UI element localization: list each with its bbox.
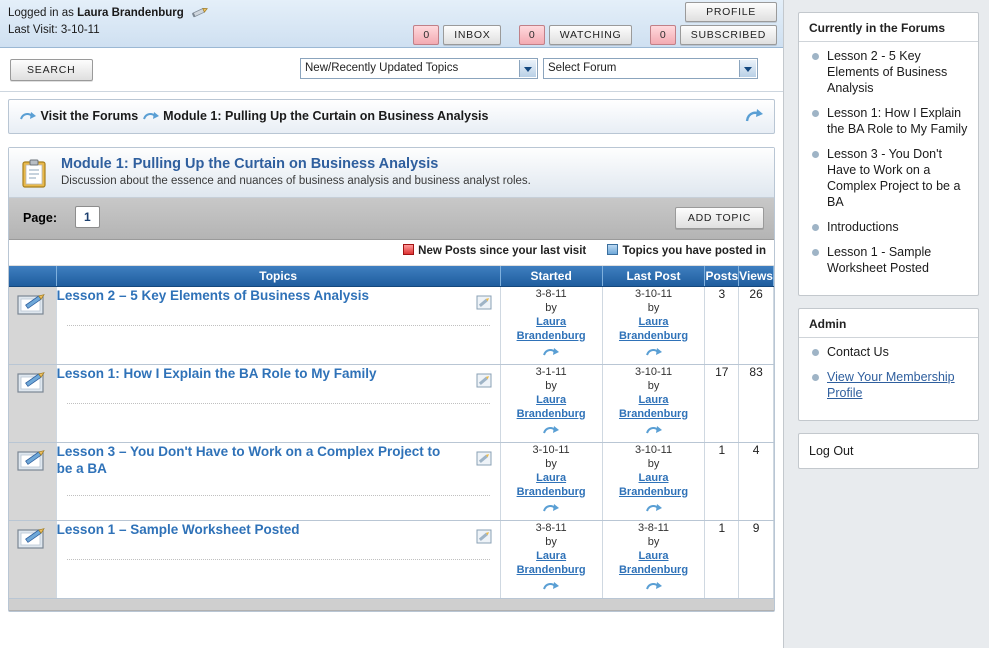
views-cell: 9 [739,520,774,598]
subscribed-group[interactable] [650,25,777,45]
search-bar [0,48,783,92]
list-item[interactable] [805,244,972,285]
table-row [9,286,774,364]
topic-icon-cell [9,286,56,364]
page-number-1[interactable]: 1 [75,206,100,228]
topic-icon-cell [9,442,56,520]
currently-in-forums-list [799,42,978,295]
by-label: by [647,535,660,548]
list-item[interactable] [805,48,972,105]
inbox-group[interactable] [413,25,501,45]
started-cell [500,520,602,598]
topics-filter-select[interactable] [300,58,538,79]
currently-in-forums-panel [798,12,979,296]
by-label: by [545,379,557,392]
forum-header [9,148,774,198]
inbox-button[interactable]: INBOX [443,25,501,45]
started-by[interactable]: Laura Brandenburg [516,549,586,576]
posts-cell: 3 [705,286,739,364]
last-post-cell [602,520,705,598]
th-started: Started [500,266,602,286]
last-post-date: 3-10-11 [634,287,673,300]
goto-arrow-icon[interactable] [542,346,560,358]
topic-link[interactable]: Lesson 1: How I Explain the BA Role to My Family [56,365,377,381]
divider [67,559,490,560]
chevron-down-icon[interactable] [519,60,536,77]
notepad-icon [15,365,49,399]
edit-icon[interactable] [476,529,492,544]
sidebar [783,0,989,648]
notepad-icon [15,287,49,321]
breadcrumb-refresh-icon[interactable] [742,106,764,131]
page-label: Page: [23,211,58,225]
list-item[interactable] [805,146,972,219]
topics-table-header-row [9,266,774,286]
view-membership-profile-link[interactable]: View Your Membership Profile [827,370,955,400]
arrows-icon [142,110,160,126]
profile-button[interactable]: PROFILE [685,2,777,22]
watching-button[interactable]: WATCHING [549,25,633,45]
pagination-bar [9,198,774,240]
forum-panel [8,147,775,612]
breadcrumb-text [19,109,488,126]
goto-arrow-icon[interactable] [645,580,663,592]
list-item[interactable] [805,219,972,244]
edit-icon[interactable] [476,295,492,310]
started-date: 3-1-11 [535,365,567,378]
legend [403,244,766,257]
notepad-icon [15,443,49,477]
started-by[interactable]: Laura Brandenburg [516,315,586,342]
posts-cell: 17 [705,364,739,442]
topic-title-cell [56,520,500,598]
watching-group[interactable] [519,25,633,45]
legend-new-label: New Posts since your last visit [418,245,587,257]
forum-select[interactable] [543,58,758,79]
inbox-count: 0 [413,25,439,45]
admin-panel [798,308,979,421]
user-info [8,5,209,39]
sidebar-topic-link[interactable]: Introductions [827,220,899,234]
user-status-bar [0,0,783,48]
last-visit: Last Visit: 3-10-11 [8,24,100,36]
sidebar-topic-link[interactable]: Lesson 1 - Sample Worksheet Posted [827,245,932,275]
by-label: by [647,301,660,314]
breadcrumb [8,99,775,134]
add-topic-button[interactable]: ADD TOPIC [675,207,764,229]
logged-in-line [8,5,209,22]
goto-arrow-icon[interactable] [645,346,663,358]
new-posts-icon [403,244,414,255]
by-label: by [545,457,557,470]
last-post-cell [602,442,705,520]
watching-count: 0 [519,25,545,45]
last-post-date: 3-8-11 [638,521,670,534]
started-cell [500,364,602,442]
profile-row [399,2,777,22]
user-name: Laura Brandenburg [77,7,184,19]
list-item[interactable] [805,344,972,369]
started-cell [500,286,602,364]
last-post-by[interactable]: Laura Brandenburg [618,315,689,342]
table-row [9,364,774,442]
th-views: Views [739,266,774,286]
goto-arrow-icon[interactable] [645,502,663,514]
goto-arrow-icon[interactable] [542,502,560,514]
currently-in-forums-title: Currently in the Forums [799,13,978,42]
sidebar-topic-link[interactable]: Lesson 1: How I Explain the BA Role to My Family [827,106,968,136]
started-date: 3-8-11 [535,521,567,534]
topics-table-body [9,286,774,598]
topic-icon-cell [9,364,56,442]
views-cell: 4 [739,442,774,520]
arrows-icon [19,110,37,126]
divider [67,495,490,496]
search-button[interactable]: SEARCH [10,59,93,81]
divider [67,403,490,404]
logged-in-prefix: Logged in as [8,7,74,19]
sidebar-topic-link[interactable]: Lesson 3 - You Don't Have to Work on a Complex Project to be a BA [827,147,961,209]
th-topics: Topics [56,266,500,286]
topic-title-cell [56,364,500,442]
admin-panel-title: Admin [799,309,978,338]
last-post-date: 3-10-11 [634,443,673,456]
divider [67,325,490,326]
last-post-by[interactable]: Laura Brandenburg [618,393,689,420]
started-by[interactable]: Laura Brandenburg [516,393,586,420]
th-posts: Posts [705,266,739,286]
last-post-cell [602,364,705,442]
started-cell [500,442,602,520]
goto-arrow-icon[interactable] [542,580,560,592]
notepad-icon [15,521,49,555]
legend-row [9,240,774,266]
by-label: by [545,301,557,314]
last-post-by[interactable]: Laura Brandenburg [618,549,689,576]
chevron-down-icon[interactable] [739,60,756,77]
list-item[interactable] [805,105,972,146]
th-icon [9,266,56,286]
by-label: by [647,457,660,470]
forum-title: Module 1: Pulling Up the Curtain on Business Analysis [61,156,439,172]
edit-icon[interactable] [476,451,492,466]
views-cell: 83 [739,364,774,442]
started-by[interactable]: Laura Brandenburg [516,471,586,498]
goto-arrow-icon[interactable] [542,424,560,436]
started-date: 3-10-11 [532,443,570,456]
topic-link[interactable]: Lesson 1 – Sample Worksheet Posted [56,521,300,537]
legend-posted-label: Topics you have posted in [622,245,766,257]
posts-cell: 1 [705,520,739,598]
table-row [9,520,774,598]
contact-us-link[interactable]: Contact Us [827,345,889,359]
pencil-icon [191,5,209,19]
clipboard-icon [21,159,49,189]
forum-description: Discussion about the essence and nuances of business analysis and business analyst roles. [61,175,531,187]
message-buttons-row [399,25,777,45]
logout-panel[interactable] [798,433,979,469]
topic-link[interactable]: Lesson 3 – You Don't Have to Work on a Complex Project to be a BA [56,443,441,476]
sidebar-topic-link[interactable]: Lesson 2 - 5 Key Elements of Business Analysis [827,49,948,95]
posted-in-icon [607,244,618,255]
last-post-by[interactable]: Laura Brandenburg [618,471,689,498]
topic-icon-cell [9,520,56,598]
table-row [9,442,774,520]
topic-title-cell [56,286,500,364]
logout-label[interactable]: Log Out [809,444,854,458]
subscribed-button[interactable]: SUBSCRIBED [680,25,777,45]
topics-table [9,266,774,599]
subscribed-count: 0 [650,25,676,45]
breadcrumb-current: Module 1: Pulling Up the Curtain on Business Analysis [163,109,489,123]
edit-icon[interactable] [476,373,492,388]
started-date: 3-8-11 [535,287,567,300]
table-footer-bar [9,599,774,611]
user-actions [399,2,777,45]
topic-link[interactable]: Lesson 2 – 5 Key Elements of Business Analysis [56,287,370,303]
topics-filter-value: New/Recently Updated Topics [305,62,459,74]
list-item[interactable] [805,369,972,410]
admin-list [799,338,978,420]
goto-arrow-icon[interactable] [645,424,663,436]
views-cell: 26 [739,286,774,364]
topic-title-cell [56,442,500,520]
posts-cell: 1 [705,442,739,520]
breadcrumb-root-link[interactable]: Visit the Forums [40,109,139,123]
forum-select-value: Select Forum [548,62,617,74]
last-post-date: 3-10-11 [634,365,673,378]
th-last-post: Last Post [602,266,705,286]
bottom-spacer [0,612,783,620]
by-label: by [647,379,660,392]
by-label: by [545,535,557,548]
last-post-cell [602,286,705,364]
